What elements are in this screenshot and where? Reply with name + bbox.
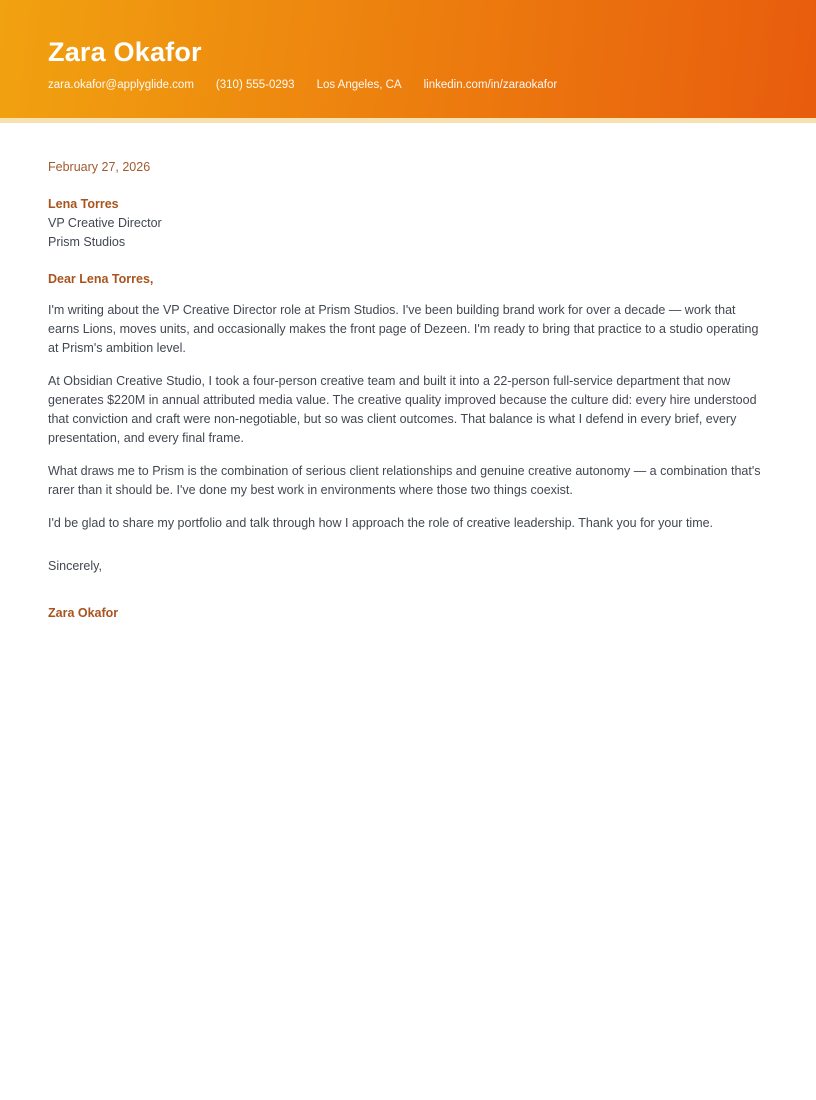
recipient-name: Lena Torres xyxy=(48,197,119,211)
applicant-name: Zara Okafor xyxy=(48,37,202,67)
paragraph-3: What draws me to Prism is the combination of serious client relationships and genuine creative autonomy — a combination that's rarer than it should be. I've done my best work in environments where those two things coexist. xyxy=(48,464,761,497)
letter-header xyxy=(0,0,816,118)
contact-row xyxy=(48,78,768,92)
letter-paragraphs xyxy=(48,301,768,533)
closing: Sincerely, xyxy=(48,559,102,573)
contact-linkedin: linkedin.com/in/zaraokafor xyxy=(423,79,558,91)
recipient-company: Prism Studios xyxy=(48,235,126,249)
letter-date: February 27, 2026 xyxy=(48,160,151,174)
salutation: Dear Lena Torres, xyxy=(48,272,154,286)
paragraph-4: I'd be glad to share my portfolio and talk through how I approach the role of creative leadership. Thank you for your time. xyxy=(48,516,714,530)
signature-name: Zara Okafor xyxy=(48,606,119,620)
recipient-title: VP Creative Director xyxy=(48,216,162,230)
contact-phone: (310) 555-0293 xyxy=(215,79,295,91)
contact-email: zara.okafor@applyglide.com xyxy=(48,79,194,91)
contact-location: Los Angeles, CA xyxy=(316,79,402,91)
recipient-block xyxy=(48,195,768,252)
paragraph-1: I'm writing about the VP Creative Director role at Prism Studios. I've been building brand work for over a decade — work that earns Lions, moves units, and occasionally makes the front page of Dezeen. I'm ready to bring that practice to a studio operating at Prism's ambition level. xyxy=(48,303,759,355)
letter-body xyxy=(0,123,816,623)
paragraph-2: At Obsidian Creative Studio, I took a four-person creative team and built it into a 22-person full-service department that now generates $220M in annual attributed media value. The creative quality improved because the culture did: every hire understood that conviction and craft were non-negotiable, but so was client outcomes. That balance is what I defend in every brief, every presentation, and every final frame. xyxy=(48,374,757,445)
